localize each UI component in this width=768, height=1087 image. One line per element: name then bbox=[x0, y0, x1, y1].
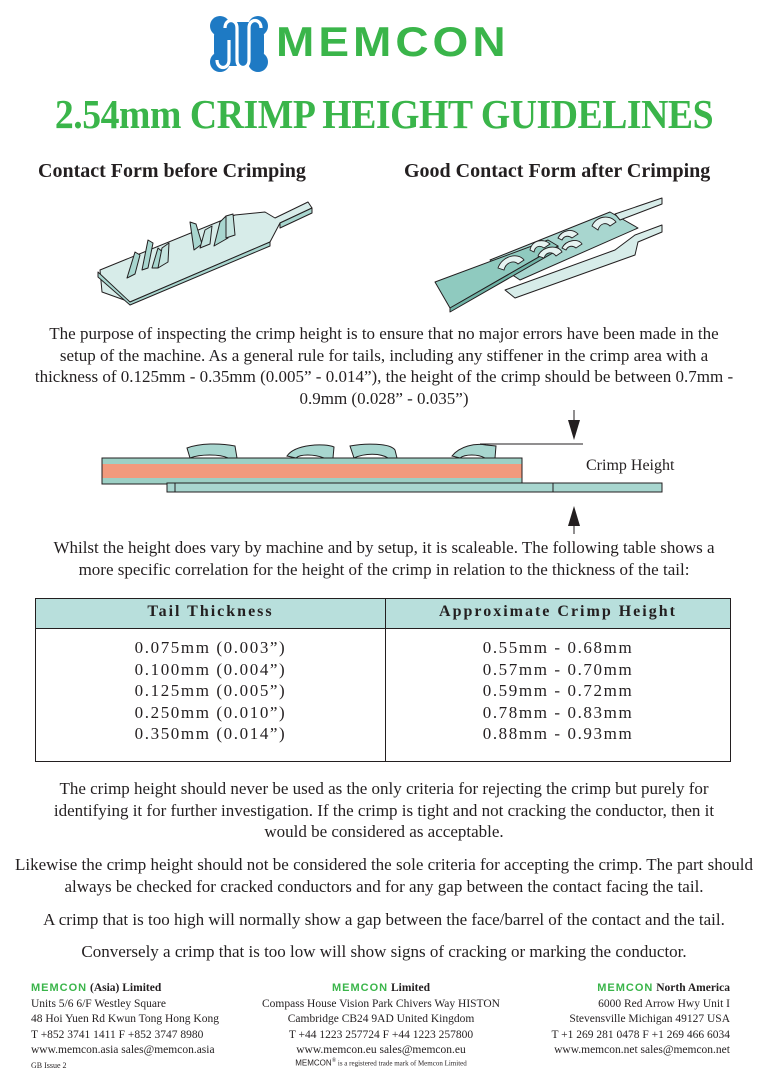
column-header-tail-thickness: Tail Thickness bbox=[147, 603, 274, 620]
rejecting-text: The crimp height should never be used as the only criteria for rejecting the crimp but purely for identifying it for further investigation. If the crimp is tight and not cracking the conductor, then it would be considered as acceptable. bbox=[53, 779, 715, 841]
issue-label: GB Issue 2 bbox=[31, 1061, 67, 1070]
table-cell: 0.78mm - 0.83mm bbox=[482, 702, 634, 722]
scaleable-text: Whilst the height does vary by machine and by setup, it is scaleable. The following table shows a more specific correlation for the height of the crimp in relation to the thickness of the tail: bbox=[53, 538, 715, 579]
table-cell: 0.100mm (0.004”) bbox=[134, 659, 287, 679]
table-cell: 0.125mm (0.005”) bbox=[134, 681, 287, 701]
too-high-paragraph: A crimp that is too high will normally show a gap between the face/barrel of the contact and the tail. bbox=[43, 910, 725, 929]
memcon-mini-logo: MEMCON bbox=[597, 982, 654, 994]
office-name: North America bbox=[656, 982, 730, 994]
column-header-crimp-height: Approximate Crimp Height bbox=[439, 603, 677, 620]
table-cell: 0.350mm (0.014”) bbox=[134, 724, 287, 744]
page-title: 2.54mm CRIMP HEIGHT GUIDELINES bbox=[54, 91, 714, 137]
contact-before-crimping-figure bbox=[90, 190, 390, 310]
table-cell: 0.57mm - 0.70mm bbox=[482, 659, 634, 679]
intro-paragraph bbox=[0, 323, 768, 409]
table-cell: 0.88mm - 0.93mm bbox=[482, 724, 634, 744]
address-line: Cambridge CB24 9AD United Kingdom bbox=[287, 1013, 475, 1025]
crimp-height-label: Crimp Height bbox=[586, 457, 675, 474]
address-line: 6000 Red Arrow Hwy Unit I bbox=[598, 997, 730, 1010]
footer-north-america-office bbox=[525, 981, 730, 1059]
web-email-line[interactable]: www.memcon.eu sales@memcon.eu bbox=[296, 1044, 466, 1056]
figure-caption-after: Good Contact Form after Crimping bbox=[404, 160, 711, 182]
address-line: Stevensville Michigan 49127 USA bbox=[569, 1013, 730, 1025]
contact-after-crimping-figure bbox=[420, 190, 665, 320]
memcon-logo-icon bbox=[208, 14, 270, 74]
accepting-text: Likewise the crimp height should not be considered the sole criteria for accepting the crimp. The part should always be checked for cracked conductors and for any gap between the contact facing the tail. bbox=[14, 855, 753, 896]
office-name: (Asia) Limited bbox=[89, 982, 162, 994]
memcon-mini-logo: MEMCON bbox=[31, 982, 88, 994]
accepting-paragraph bbox=[0, 854, 768, 897]
address-line: 48 Hoi Yuen Rd Kwun Tong Hong Kong bbox=[31, 1013, 219, 1025]
table-cell: 0.250mm (0.010”) bbox=[134, 702, 287, 722]
rejecting-paragraph bbox=[0, 778, 768, 843]
address-line: Compass House Vision Park Chivers Way HISTON bbox=[262, 997, 500, 1010]
memcon-wordmark: MEMCON bbox=[276, 18, 510, 65]
crimp-height-cross-section-diagram bbox=[90, 410, 690, 535]
trademark-text: is a registered trade mark of Memcon Limited bbox=[336, 1059, 467, 1068]
phone-line: T +1 269 281 0478 F +1 269 466 6034 bbox=[551, 1028, 730, 1041]
arrow-up-icon bbox=[568, 506, 580, 526]
scaleable-paragraph bbox=[0, 537, 768, 580]
web-email-line[interactable]: www.memcon.net sales@memcon.net bbox=[554, 1044, 730, 1056]
trademark-notice bbox=[250, 1058, 512, 1067]
registered-icon: ® bbox=[331, 1058, 337, 1064]
crimp-height-column bbox=[386, 637, 730, 745]
footer-uk-office bbox=[250, 981, 512, 1059]
memcon-logo bbox=[208, 14, 560, 74]
office-name: Limited bbox=[391, 982, 430, 994]
web-email-line[interactable]: www.memcon.asia sales@memcon.asia bbox=[31, 1044, 215, 1056]
phone-line: T +852 3741 1411 F +852 3747 8980 bbox=[31, 1028, 204, 1041]
figure-caption-before: Contact Form before Crimping bbox=[38, 160, 306, 182]
memcon-mini-logo: MEMCON bbox=[332, 982, 389, 994]
crimp-height-table bbox=[35, 598, 731, 762]
footer-asia-office bbox=[31, 981, 219, 1059]
too-low-paragraph: Conversely a crimp that is too low will show signs of cracking or marking the conductor. bbox=[81, 942, 687, 961]
intro-text: The purpose of inspecting the crimp height is to ensure that no major errors have been made in the setup of the machine. As a general rule for tails, including any stiffener in the crimp area with a thickness of 0.125mm - 0.35mm (0.005” - 0.014”), the height of the crimp should be between 0.7mm - 0.9mm (0.028” - 0.035”) bbox=[34, 324, 734, 408]
arrow-down-icon bbox=[568, 420, 580, 440]
trademark-brand: MEMCON bbox=[295, 1058, 332, 1068]
table-cell: 0.59mm - 0.72mm bbox=[482, 681, 634, 701]
address-line: Units 5/6 6/F Westley Square bbox=[31, 997, 166, 1010]
tail-thickness-column bbox=[36, 637, 385, 745]
table-cell: 0.075mm (0.003”) bbox=[134, 638, 287, 657]
phone-line: T +44 1223 257724 F +44 1223 257800 bbox=[288, 1028, 474, 1041]
table-cell: 0.55mm - 0.68mm bbox=[482, 638, 634, 657]
